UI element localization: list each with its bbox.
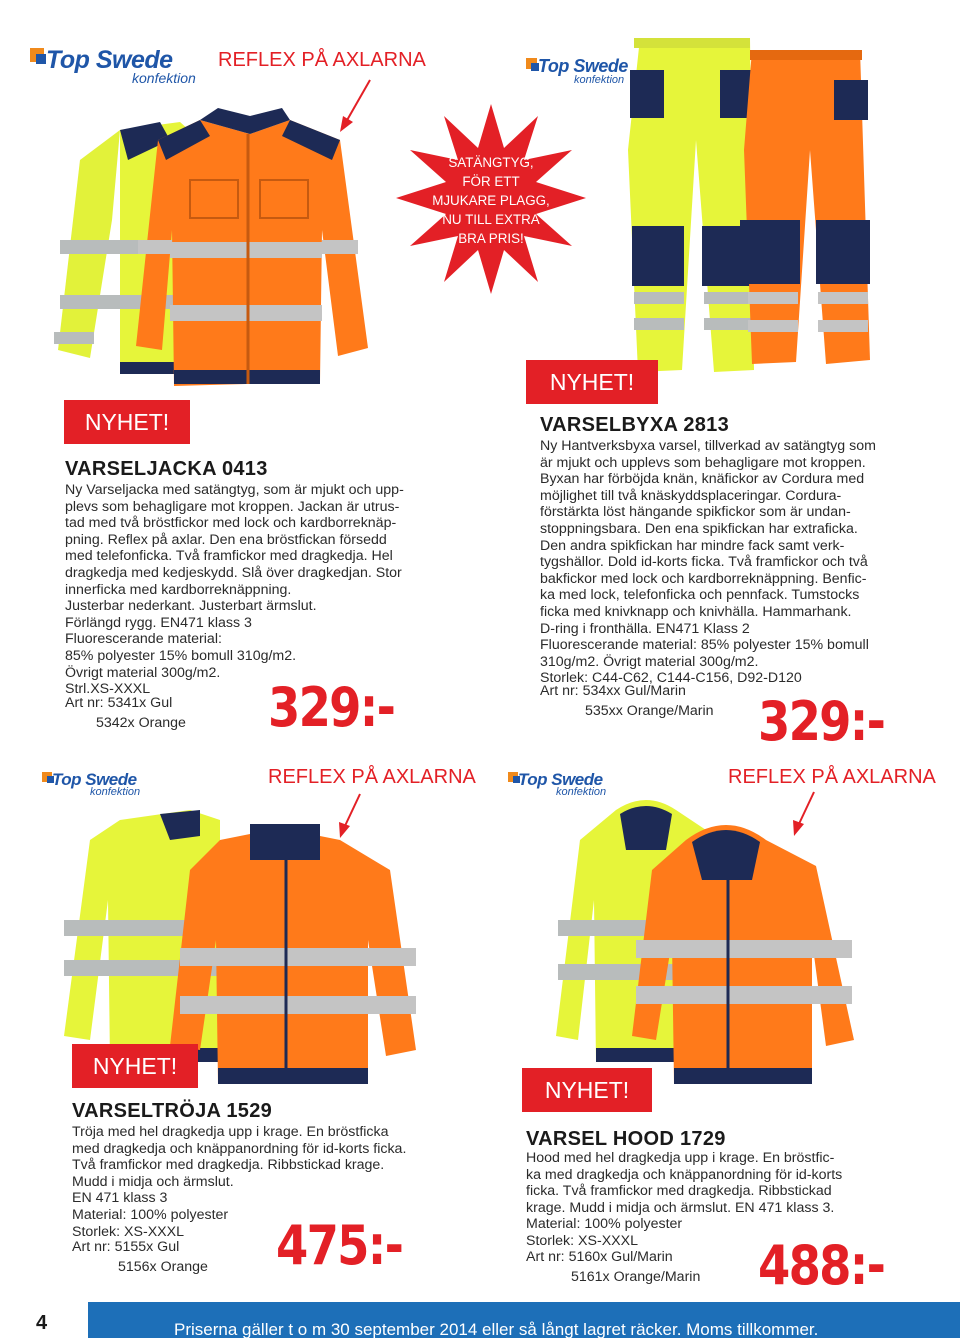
product-description: Ny Varseljacka med satängtyg, som är mjukt och upp- plevs som behagligare mot kroppen. Jackan är utrus- tad med två bröstfickor med lock och kardborreknäp- pning. Reflex på axlar. Den ena bröstfickan försedd med telefonficka. Två framfickor med dragkedja. Hel dragkedja med kedjeskydd. Slå över dragkedjan. Stor innerficka med kardborreknäppning. Justerbar nederkant. Justerbart ärmslut. Förlängd rygg. EN471 klass 3 Fluorescerande material: 85% polyester 15% bomull 310g/m2. Övrigt material 300g/m2. Strl.XS-XXXL <box>65 482 404 698</box>
product-description: Hood med hel dragkedja upp i krage. En bröstfic- ka med dragkedja och knäppanordning för id-korts ficka. Två framfickor med dragkedja. Ribbstickad krage. Mudd i midja och ärmslut. EN 471 klass 3. Material: 100% polyester Storlek: XS-XXXL <box>526 1150 843 1249</box>
price: 329:- <box>758 690 885 753</box>
price: 475:- <box>276 1214 403 1277</box>
article-numbers <box>65 694 186 733</box>
article-line: Art nr: 5341x Gul <box>65 695 173 711</box>
trousers-image <box>620 30 880 380</box>
article-line: Art nr: 5160x Gul/Marin <box>526 1249 673 1265</box>
brand-logo <box>30 46 196 86</box>
orange-trousers <box>740 50 870 364</box>
logo-sub-text: konfektion <box>90 786 141 798</box>
product-description: Tröja med hel dragkedja upp i krage. En bröstficka med dragkedja och knäppanordning för id-korts ficka. Två framfickor med dragkedja. Ribbstickad krage. Mudd i midja och ärmslut. EN 471 klass 3 Material: 100% polyester Storlek: XS-XXXL <box>72 1124 407 1240</box>
new-badge: NYHET! <box>64 400 190 444</box>
article-line: Art nr: 534xx Gul/Marin <box>540 683 686 699</box>
brand-logo <box>42 770 152 800</box>
price: 488:- <box>758 1234 885 1297</box>
logo-sub-text: konfektion <box>574 74 625 86</box>
reflex-label: REFLEX PÅ AXLARNA <box>728 766 936 788</box>
page-number: 4 <box>36 1312 48 1334</box>
article-line: 5161x Orange/Marin <box>571 1268 701 1285</box>
article-numbers <box>72 1238 208 1277</box>
footer-bar <box>0 1302 960 1338</box>
reflex-label: REFLEX PÅ AXLARNA <box>268 766 476 788</box>
logo-sub-text: konfektion <box>132 70 196 86</box>
footer-disclaimer: Priserna gäller t o m 30 september 2014 eller så långt lagret räcker. Moms tillkommer. <box>174 1320 819 1339</box>
price: 329:- <box>268 676 395 739</box>
product-title: VARSELJACKA 0413 <box>65 458 268 480</box>
logo-brand-text: Top Swede <box>52 770 137 789</box>
page-number-box <box>0 1302 88 1338</box>
logo-brand-text: Top Swede <box>538 56 628 76</box>
article-line: 5156x Orange <box>118 1258 208 1275</box>
article-line: 535xx Orange/Marin <box>585 702 714 719</box>
article-numbers <box>540 682 714 721</box>
jacket-image <box>50 100 380 400</box>
logo-brand-text: Top Swede <box>518 770 603 789</box>
product-title: VARSELTRÖJA 1529 <box>72 1100 273 1122</box>
article-line: 5342x Orange <box>96 714 186 731</box>
new-badge: NYHET! <box>522 1068 652 1112</box>
logo-brand-text: Top Swede <box>46 46 173 74</box>
product-description: Ny Hantverksbyxa varsel, tillverkad av satängtyg som är mjukt och upplevs som behagligare mot kroppen. Byxan har förböjda knän, knäfickor av Cordura med möjlighet till två knäskyddsplaceringar. Cordura- förstärkta löst hängande spikfickor som är undan- stoppningsbara. Den ena spikfickan har extraficka. Den andra spikfickan har mindre fack samt verk- tygshällor. Dold id-korts ficka. Två framfickor och två bakfickor med lock och kardborreknäppning. Benfic- ka med lock, telefonficka och pennfack. Tumstocks ficka med knivknapp och knivhälla. Hammarhank. D-ring i fronthälla. EN471 Klass 2 Fluorescerande material: 85% polyester 15% bomull 310g/m2. Övrigt material 300g/m2. Storlek: C44-C62, C144-C156, D92-D120 <box>540 438 876 687</box>
hood-image <box>556 790 876 1100</box>
logo-sub-text: konfektion <box>556 786 607 798</box>
logo-square-blue <box>36 54 46 64</box>
new-badge: NYHET! <box>72 1044 198 1088</box>
article-line: Art nr: 5155x Gul <box>72 1239 180 1255</box>
starburst-text: SATÄNGTYG, FÖR ETT MJUKARE PLAGG, NU TILL EXTRA BRA PRIS! <box>432 155 550 246</box>
article-numbers <box>526 1248 700 1287</box>
yellow-trousers <box>628 38 754 372</box>
new-badge: NYHET! <box>526 360 658 404</box>
reflex-label: REFLEX PÅ AXLARNA <box>218 49 426 71</box>
product-title: VARSELBYXA 2813 <box>540 414 730 436</box>
product-title: VARSEL HOOD 1729 <box>526 1128 726 1150</box>
